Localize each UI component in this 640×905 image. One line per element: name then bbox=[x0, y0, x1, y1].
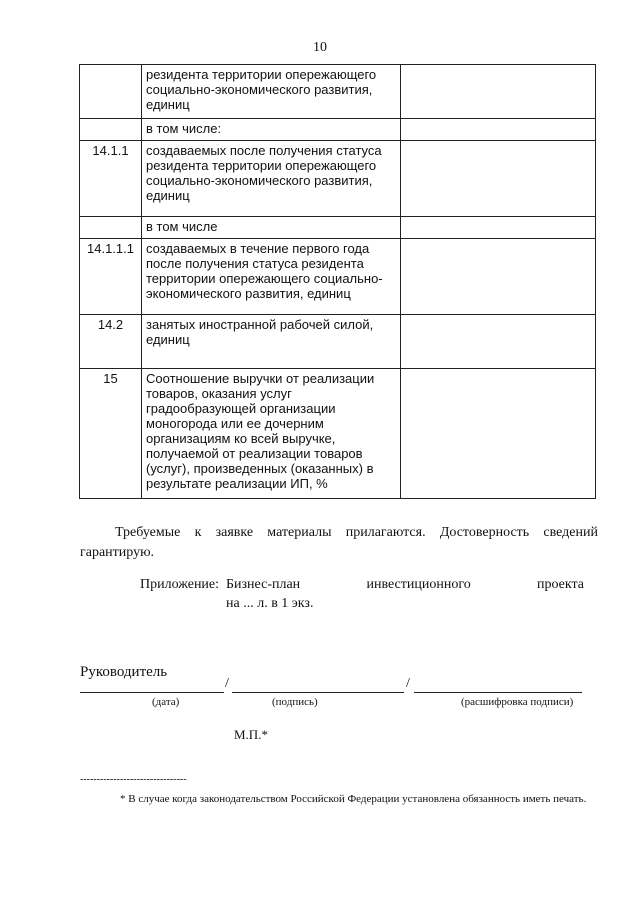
attachment-word-3: проекта bbox=[536, 577, 584, 592]
row-description-cell: Соотношение выручки от реализации товаров, оказания услуг градообразующей организации моногорода или ее дочерним организациям ко всей выручке, получаемой от реализации товаров (услуг), произведенных (оказанных) в результате реализации ИП, % bbox=[142, 369, 401, 499]
row-number-cell: 14.2 bbox=[80, 315, 142, 369]
row-value-cell bbox=[401, 369, 596, 499]
row-number-cell bbox=[80, 217, 142, 239]
statement-paragraph: Требуемые к заявке материалы прилагаются. Достоверность сведений гарантирую. bbox=[80, 525, 598, 560]
table-row bbox=[80, 141, 596, 217]
date-line bbox=[80, 692, 224, 693]
head-label: Руководитель bbox=[80, 664, 168, 680]
table-row bbox=[80, 369, 596, 499]
row-number-cell bbox=[80, 119, 142, 141]
row-description-cell: в том числе bbox=[142, 217, 401, 239]
row-value-cell bbox=[401, 65, 596, 119]
footnote-text: * В случае когда законодательством Российской Федерации установлена обязанность иметь печать. bbox=[120, 793, 587, 805]
table-row bbox=[80, 119, 596, 141]
signature-line bbox=[232, 692, 404, 693]
name-decode-caption: (расшифровка подписи) bbox=[461, 696, 574, 708]
row-number-cell: 15 bbox=[80, 369, 142, 499]
row-description-cell: в том числе: bbox=[142, 119, 401, 141]
table-row bbox=[80, 65, 596, 119]
row-number-cell: 14.1.1.1 bbox=[80, 239, 142, 315]
table-row bbox=[80, 239, 596, 315]
date-caption: (дата) bbox=[152, 696, 180, 708]
row-value-cell bbox=[401, 239, 596, 315]
row-description-cell: резидента территории опережающего социально-экономического развития, единиц bbox=[142, 65, 401, 119]
signature-caption: (подпись) bbox=[272, 696, 318, 708]
row-description-cell: создаваемых после получения статуса резидента территории опережающего социально-экономического развития, единиц bbox=[142, 141, 401, 217]
name-decode-line bbox=[414, 692, 582, 693]
indicators-table bbox=[79, 64, 596, 499]
row-value-cell bbox=[401, 217, 596, 239]
row-number-cell bbox=[80, 65, 142, 119]
stamp-label: М.П.* bbox=[234, 727, 268, 742]
slash-1: / bbox=[225, 676, 229, 691]
row-number-cell: 14.1.1 bbox=[80, 141, 142, 217]
attachment-line-2: на ... л. в 1 экз. bbox=[226, 596, 314, 611]
row-description-cell: занятых иностранной рабочей силой, единиц bbox=[142, 315, 401, 369]
attachment-word-2: инвестиционного bbox=[366, 577, 471, 592]
footnote-separator: -------------------------------- bbox=[80, 774, 187, 785]
row-description-cell: создаваемых в течение первого года после получения статуса резидента территории опережающего социально-экономического развития, единиц bbox=[142, 239, 401, 315]
page-number: 10 bbox=[313, 40, 327, 55]
slash-2: / bbox=[406, 676, 410, 691]
table-row bbox=[80, 217, 596, 239]
table-row bbox=[80, 315, 596, 369]
attachment-line-1 bbox=[226, 577, 584, 593]
attachment-label: Приложение: bbox=[140, 577, 220, 592]
attachment-word-1: Бизнес-план bbox=[226, 577, 301, 592]
row-value-cell bbox=[401, 119, 596, 141]
row-value-cell bbox=[401, 141, 596, 217]
row-value-cell bbox=[401, 315, 596, 369]
